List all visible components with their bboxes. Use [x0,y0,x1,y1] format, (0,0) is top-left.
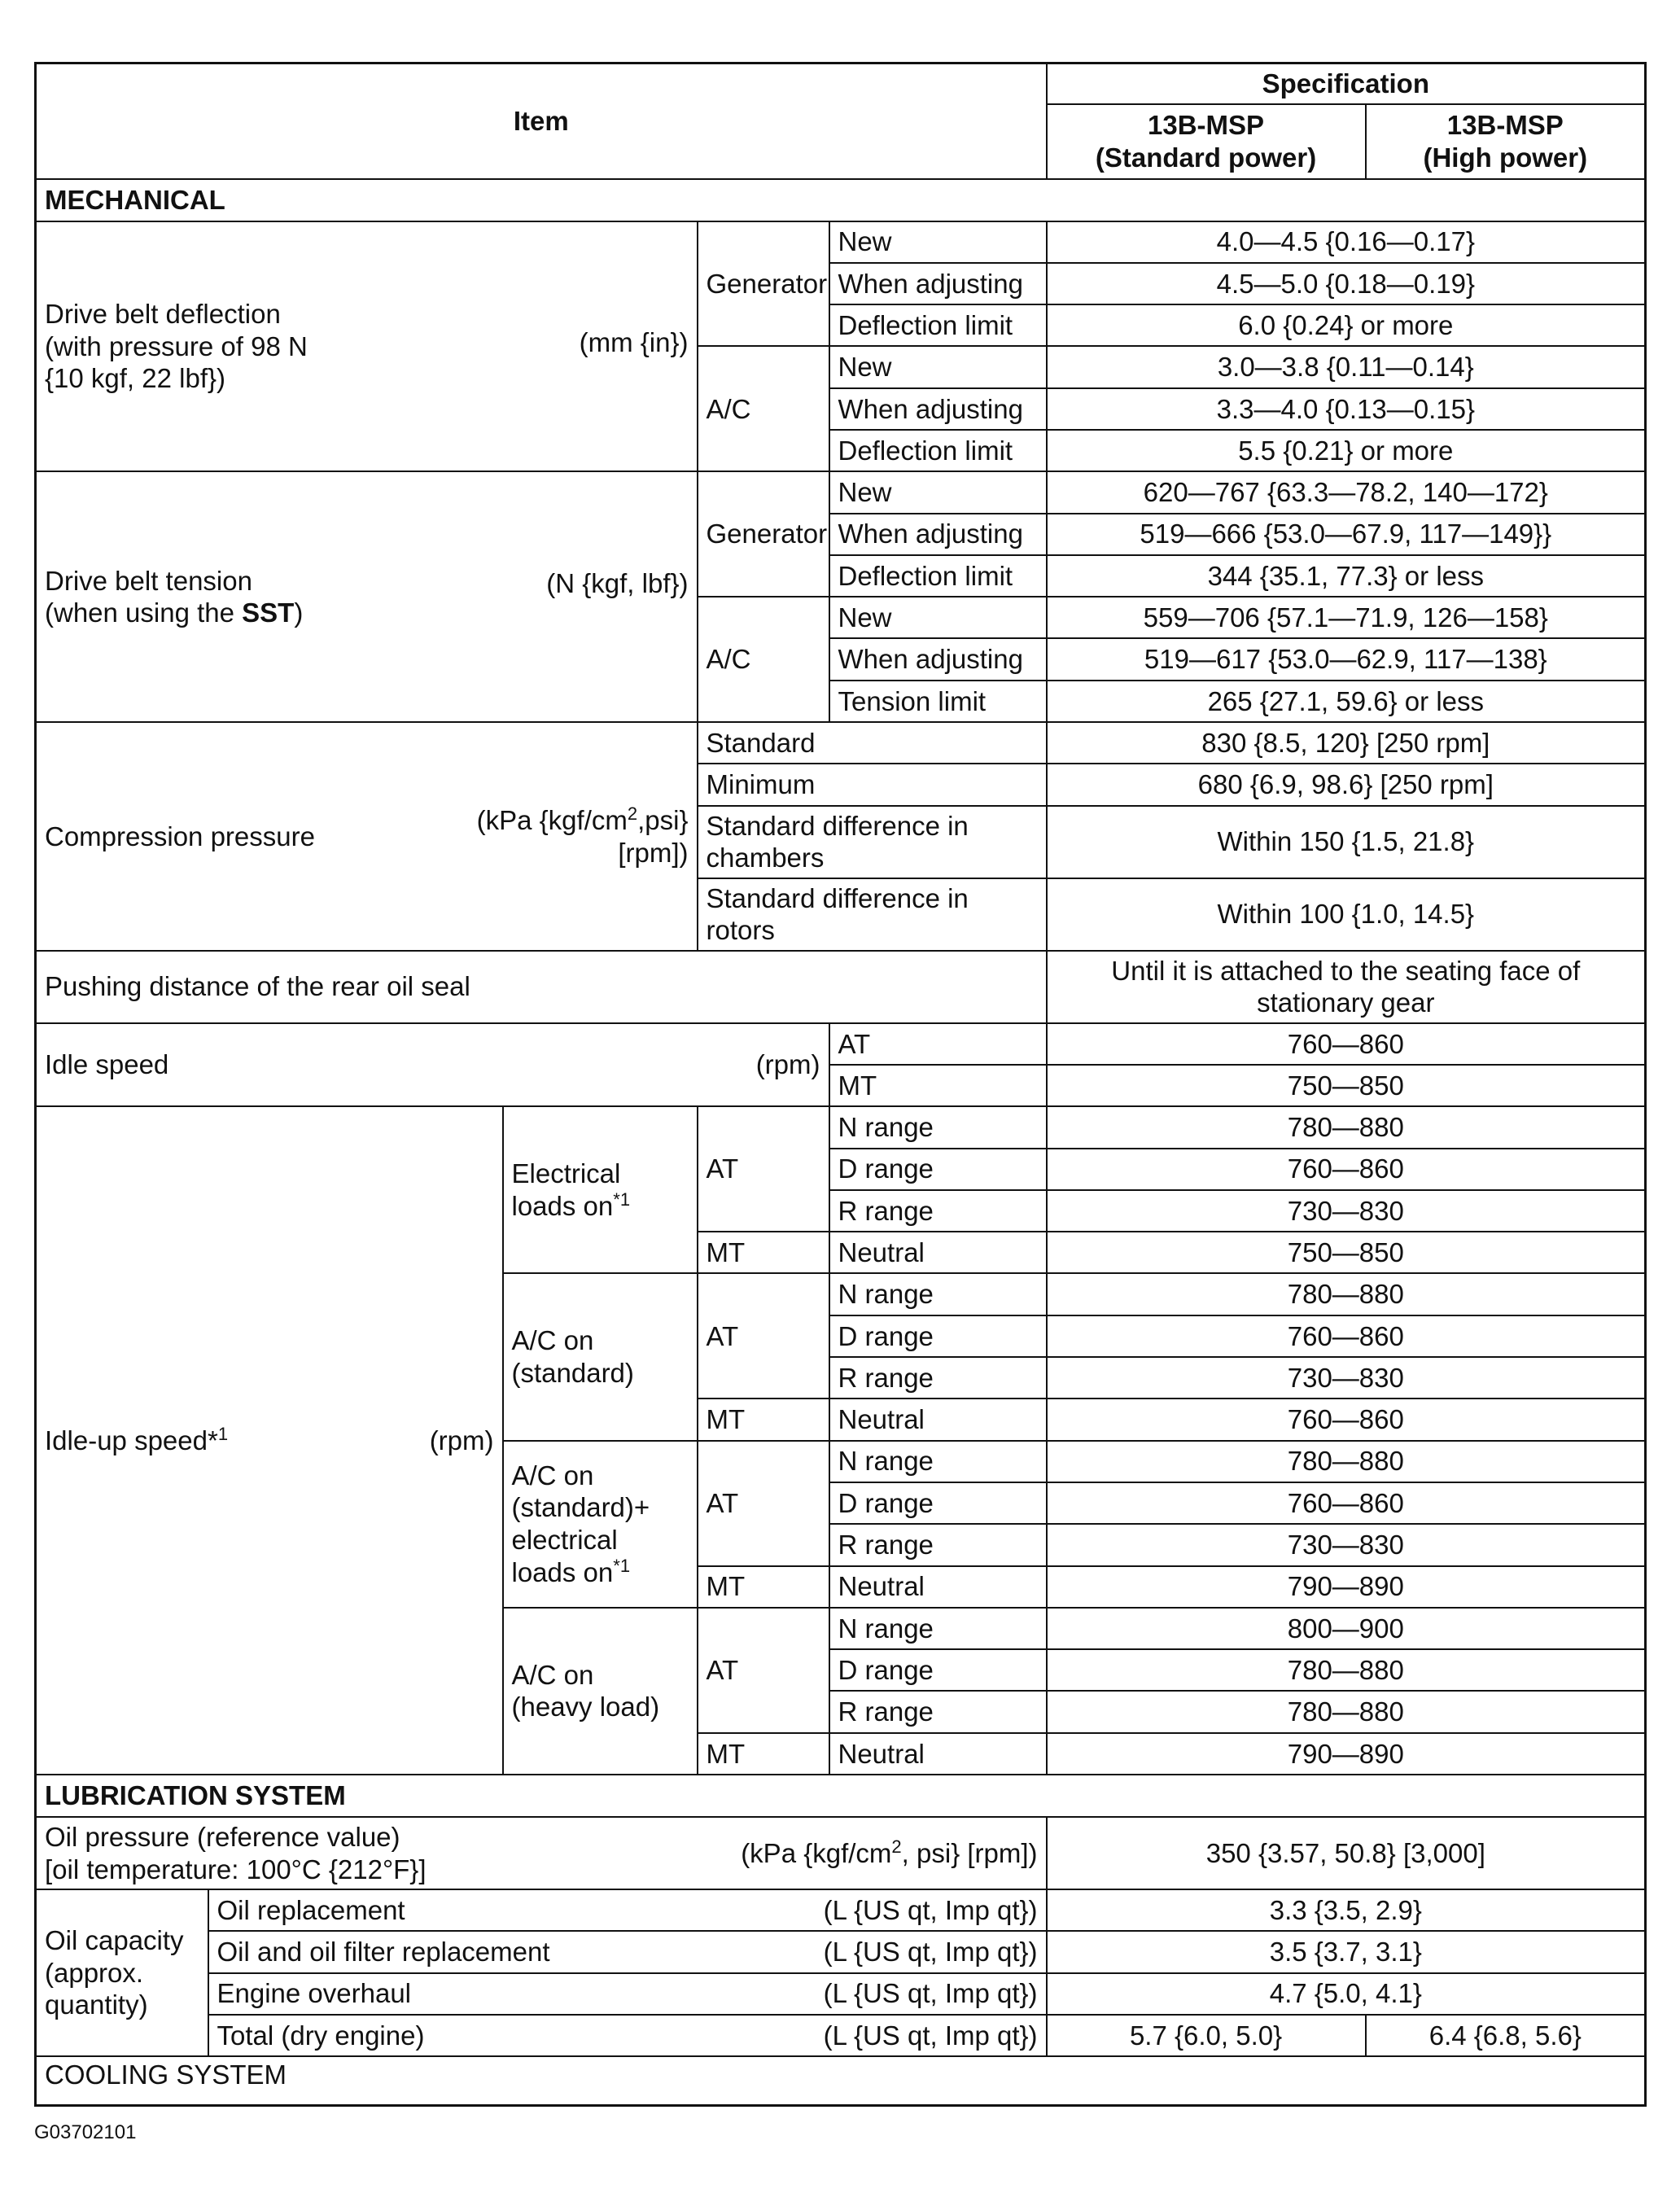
idle-up-value: 790—890 [1047,1566,1646,1608]
compression-cond: Minimum [698,764,1047,805]
tension-value: 620—767 {63.3—78.2, 140—172} [1047,471,1646,513]
deflection-value: 6.0 {0.24} or more [1047,304,1646,346]
idle-up-at: AT [698,1273,829,1399]
compression-unit-b: ,psi} [637,805,689,836]
compression-cond: Standard difference in rotors [698,878,1047,951]
oil-capacity-item-cell [208,2015,1047,2056]
idle-up-range: D range [829,1315,1047,1357]
idle-up-mt: MT [698,1733,829,1775]
oil-pressure-label: Oil pressure (reference value) [oil temperature: 100°C {212°F}] [45,1821,427,1884]
idle-up-range: R range [829,1524,1047,1565]
section-lubrication: LUBRICATION SYSTEM [36,1775,1646,1817]
compression-value: Within 150 {1.5, 21.8} [1047,806,1646,878]
compression-unit [477,803,689,869]
deflection-cond: When adjusting [829,388,1047,430]
oil-capacity-item: Engine overhaul [217,1978,412,2009]
oil-pressure-unit [741,1836,1037,1870]
idle-up-value: 760—860 [1047,1315,1646,1357]
compression-value: 680 {6.9, 98.6} [250 rpm] [1047,764,1646,805]
compression-unit-sup: 2 [627,803,638,825]
idle-label: Idle speed [45,1049,169,1080]
idle-cond: AT [829,1023,1047,1065]
oil-capacity-unit: (L {US qt, Imp qt}) [823,2020,1038,2051]
idle-up-group-name [503,1273,698,1440]
deflection-value: 5.5 {0.21} or more [1047,430,1646,471]
deflection-value: 3.0—3.8 {0.11—0.14} [1047,346,1646,387]
idle-up-value: 730—830 [1047,1524,1646,1565]
idle-up-group-sup: *1 [613,1189,631,1210]
idle-up-value: 780—880 [1047,1649,1646,1691]
tension-cond: New [829,597,1047,638]
specification-header: Specification [1047,63,1646,104]
deflection-value: 4.0—4.5 {0.16—0.17} [1047,221,1646,263]
oil-pressure-value: 350 {3.57, 50.8} [3,000] [1047,1817,1646,1889]
idle-up-at: AT [698,1608,829,1733]
deflection-value: 3.3—4.0 {0.13—0.15} [1047,388,1646,430]
oil-capacity-label: Oil capacity (approx. quantity) [36,1889,208,2056]
oil-capacity-unit: (L {US qt, Imp qt}) [823,1894,1038,1925]
deflection-cond: New [829,346,1047,387]
idle-unit: (rpm) [755,1049,820,1080]
compression-unit-c: [rpm]) [618,837,689,868]
deflection-label: Drive belt deflection (with pressure of 98 N {10 kgf, 22 lbf}) [45,299,308,394]
idle-label-cell [36,1023,829,1107]
idle-up-range: D range [829,1482,1047,1524]
idle-up-range: Neutral [829,1566,1047,1608]
tension-value: 559—706 {57.1—71.9, 126—158} [1047,597,1646,638]
idle-up-value: 760—860 [1047,1149,1646,1190]
compression-value: Within 100 {1.0, 14.5} [1047,878,1646,951]
deflection-value: 4.5—5.0 {0.18—0.19} [1047,263,1646,304]
compression-value: 830 {8.5, 120} [250 rpm] [1047,722,1646,764]
oil-capacity-total-high: 6.4 {6.8, 5.6} [1366,2015,1646,2056]
idle-up-label-cell [36,1106,503,1775]
idle-up-value: 780—880 [1047,1106,1646,1148]
tension-cond: New [829,471,1047,513]
compression-unit-a: (kPa {kgf/cm [476,805,628,836]
idle-up-value: 780—880 [1047,1441,1646,1482]
deflection-cond: Deflection limit [829,430,1047,471]
idle-up-mt: MT [698,1566,829,1608]
specification-table [34,62,1647,2107]
idle-up-range: Neutral [829,1399,1047,1440]
idle-up-group-name [503,1608,698,1775]
idle-value: 760—860 [1047,1023,1646,1065]
section-cooling: COOLING SYSTEM [36,2056,1646,2105]
tension-ac: A/C [698,597,829,722]
oil-capacity-value: 4.7 {5.0, 4.1} [1047,1973,1646,2015]
tension-label-cell [36,471,698,722]
deflection-generator: Generator [698,221,829,347]
item-header: Item [36,63,1047,179]
idle-up-value: 780—880 [1047,1273,1646,1315]
compression-label-cell [36,722,698,951]
tension-unit: (N {kgf, lbf}) [546,568,689,599]
idle-up-range: N range [829,1608,1047,1649]
idle-up-unit: (rpm) [429,1425,494,1455]
oil-pressure-unit-a: (kPa {kgf/cm [741,1838,892,1869]
tension-value: 519—666 {53.0—67.9, 117—149}} [1047,514,1646,555]
oil-capacity-unit: (L {US qt, Imp qt}) [823,1978,1038,2009]
tension-value: 344 {35.1, 77.3} or less [1047,555,1646,597]
deflection-ac: A/C [698,346,829,471]
idle-up-range: N range [829,1441,1047,1482]
section-mechanical: MECHANICAL [36,179,1646,221]
idle-up-label-text: Idle-up speed* [45,1425,218,1456]
oil-capacity-value: 3.5 {3.7, 3.1} [1047,1931,1646,1972]
idle-up-value: 730—830 [1047,1190,1646,1232]
idle-up-group-name [503,1441,698,1608]
tension-cond: When adjusting [829,638,1047,680]
idle-up-value: 760—860 [1047,1482,1646,1524]
tension-cond: Tension limit [829,681,1047,722]
sst-label: SST [242,597,295,628]
idle-up-range: R range [829,1357,1047,1399]
tension-generator: Generator [698,471,829,597]
oil-capacity-total-std: 5.7 {6.0, 5.0} [1047,2015,1366,2056]
idle-up-value: 780—880 [1047,1691,1646,1732]
idle-up-group-sup: *1 [613,1556,631,1577]
standard-power-header: 13B-MSP (Standard power) [1047,104,1366,179]
oil-pressure-unit-sup: 2 [891,1836,902,1858]
idle-up-group-text: Electrical loads on [511,1158,621,1222]
figure-code: G03702101 [34,2121,137,2143]
deflection-cond: When adjusting [829,263,1047,304]
tension-cond: Deflection limit [829,555,1047,597]
idle-up-range: N range [829,1273,1047,1315]
oil-capacity-value: 3.3 {3.5, 2.9} [1047,1889,1646,1931]
idle-up-range: R range [829,1190,1047,1232]
oil-pressure-unit-b: , psi} [rpm]) [901,1838,1038,1869]
idle-up-value: 760—860 [1047,1399,1646,1440]
idle-up-value: 750—850 [1047,1232,1646,1273]
idle-up-range: Neutral [829,1232,1047,1273]
idle-up-group-name [503,1106,698,1273]
idle-up-group-text: A/C on (heavy load) [511,1659,660,1722]
idle-up-range: D range [829,1149,1047,1190]
idle-up-at: AT [698,1106,829,1232]
tension-label [45,565,303,629]
oil-capacity-item: Total (dry engine) [217,2020,425,2051]
rear-seal-label: Pushing distance of the rear oil seal [36,951,1047,1023]
deflection-cond: Deflection limit [829,304,1047,346]
tension-value: 519—617 {53.0—62.9, 117—138} [1047,638,1646,680]
oil-capacity-item: Oil and oil filter replacement [217,1937,550,1968]
idle-up-value: 800—900 [1047,1608,1646,1649]
idle-up-range: Neutral [829,1733,1047,1775]
idle-up-group-text: A/C on (standard)+ electrical loads on [511,1460,650,1588]
tension-value: 265 {27.1, 59.6} or less [1047,681,1646,722]
deflection-unit: (mm {in}) [579,327,689,358]
idle-up-at: AT [698,1441,829,1566]
idle-up-mt: MT [698,1399,829,1440]
compression-cond: Standard difference in chambers [698,806,1047,878]
idle-up-value: 730—830 [1047,1357,1646,1399]
idle-up-label-sup: 1 [217,1424,229,1445]
oil-capacity-item: Oil replacement [217,1894,405,1925]
oil-capacity-item-cell [208,1931,1047,1972]
high-power-header: 13B-MSP (High power) [1366,104,1646,179]
compression-label: Compression pressure [45,821,315,851]
deflection-label-cell [36,221,698,472]
oil-capacity-unit: (L {US qt, Imp qt}) [823,1937,1038,1968]
oil-capacity-item-cell [208,1889,1047,1931]
idle-up-value: 790—890 [1047,1733,1646,1775]
idle-value: 750—850 [1047,1065,1646,1106]
tension-label-end: ) [294,597,304,628]
oil-capacity-item-cell [208,1973,1047,2015]
idle-up-range: D range [829,1649,1047,1691]
tension-label-text: Drive belt tension (when using the [45,565,252,628]
idle-up-range: N range [829,1106,1047,1148]
idle-up-mt: MT [698,1232,829,1273]
idle-up-group-text: A/C on (standard) [511,1325,634,1389]
idle-up-range: R range [829,1691,1047,1732]
tension-cond: When adjusting [829,514,1047,555]
rear-seal-value: Until it is attached to the seating face of stationary gear [1047,951,1646,1023]
compression-cond: Standard [698,722,1047,764]
deflection-cond: New [829,221,1047,263]
idle-up-label [45,1424,228,1457]
idle-cond: MT [829,1065,1047,1106]
oil-pressure-label-cell [36,1817,1047,1889]
